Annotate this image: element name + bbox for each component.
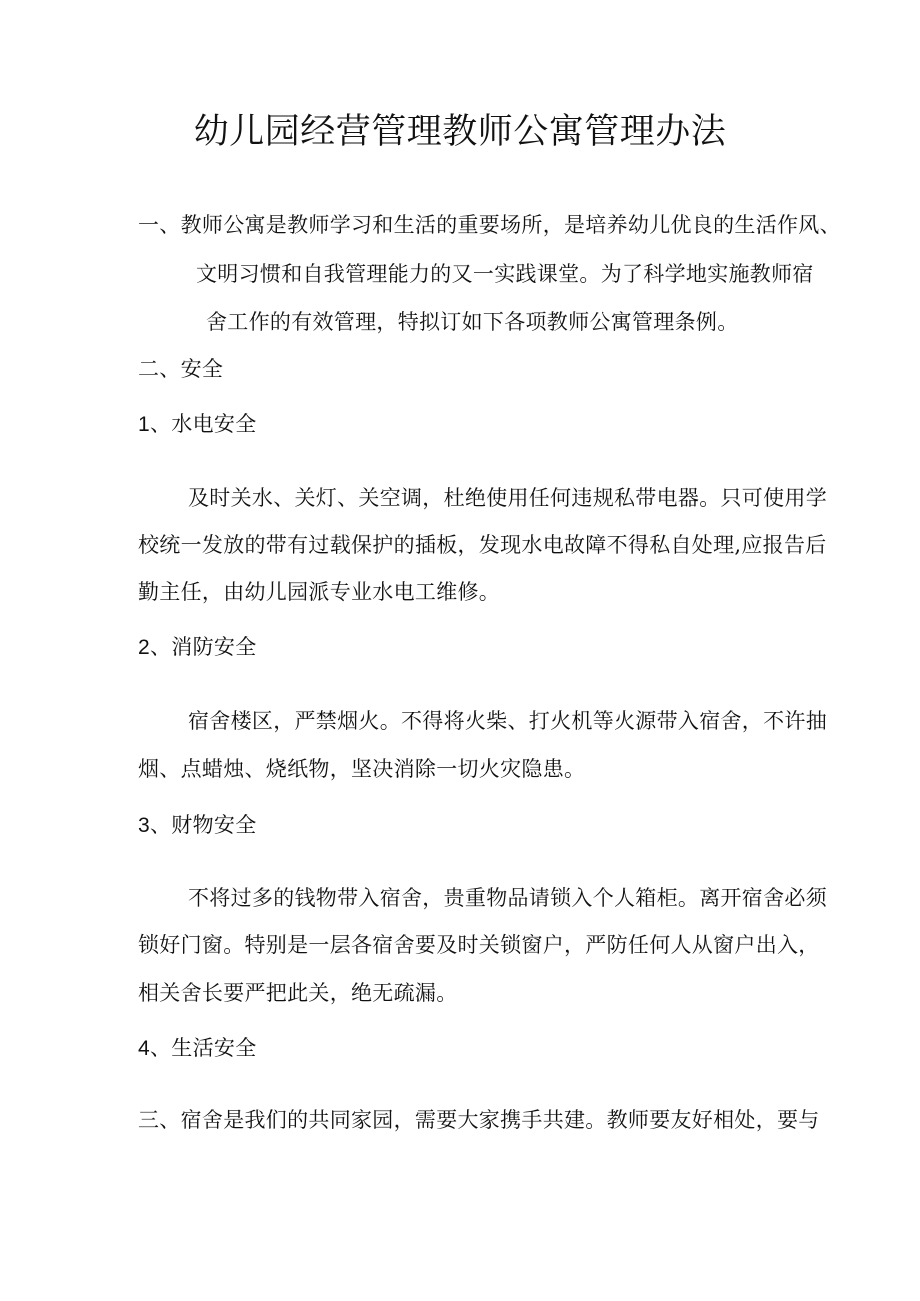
subsection-separator: 、 [149,412,172,436]
subsection-title: 消防安全 [171,635,257,659]
subsection-number: 1 [138,413,150,436]
paragraph-line: 文明习惯和自我管理能力的又一实践课堂。为了科学地实施教师宿 [196,262,814,286]
paragraph-line: 勤主任，由幼儿园派专业水电工维修。 [138,580,501,604]
paragraph-line: 相关舍长要严把此关，绝无疏漏。 [138,981,458,1005]
subsection-heading [138,1033,257,1064]
document-title: 幼儿园经营管理教师公寓管理办法 [193,112,727,152]
subsection-number: 2 [138,636,150,659]
subsection-number: 3 [138,814,150,837]
section-heading: 二、安全 [138,357,224,381]
paragraph-line: 一、教师公寓是教师学习和生活的重要场所，是培养幼儿优良的生活作风、 [138,213,841,237]
subsection-number: 4 [138,1037,150,1060]
paragraph-line: 校统一发放的带有过载保护的插板，发现水电故障不得私自处理,应报告后 [138,533,827,557]
paragraph-line: 宿舍楼区，严禁烟火。不得将火柴、打火机等火源带入宿舍，不许抽 [188,709,827,733]
subsection-heading [138,409,257,440]
subsection-title: 财物安全 [171,813,257,837]
paragraph-line: 三、宿舍是我们的共同家园，需要大家携手共建。教师要友好相处，要与 [138,1108,820,1132]
subsection-title: 生活安全 [171,1036,257,1060]
paragraph-line: 及时关水、关灯、关空调，杜绝使用任何违规私带电器。只可使用学 [188,486,827,510]
subsection-separator: 、 [149,635,172,659]
subsection-title: 水电安全 [171,412,257,436]
paragraph-line: 锁好门窗。特别是一层各宿舍要及时关锁窗户，严防任何人从窗户出入， [138,933,820,957]
paragraph-line: 不将过多的钱物带入宿舍，贵重物品请锁入个人箱柜。离开宿舍必须 [188,886,827,910]
paragraph-line: 舍工作的有效管理，特拟订如下各项教师公寓管理条例。 [206,310,739,334]
subsection-separator: 、 [149,1036,172,1060]
subsection-heading [138,810,257,841]
subsection-heading [138,632,257,663]
subsection-separator: 、 [149,813,172,837]
paragraph-line: 烟、点蜡烛、烧纸物，坚决消除一切火灾隐患。 [138,757,586,781]
